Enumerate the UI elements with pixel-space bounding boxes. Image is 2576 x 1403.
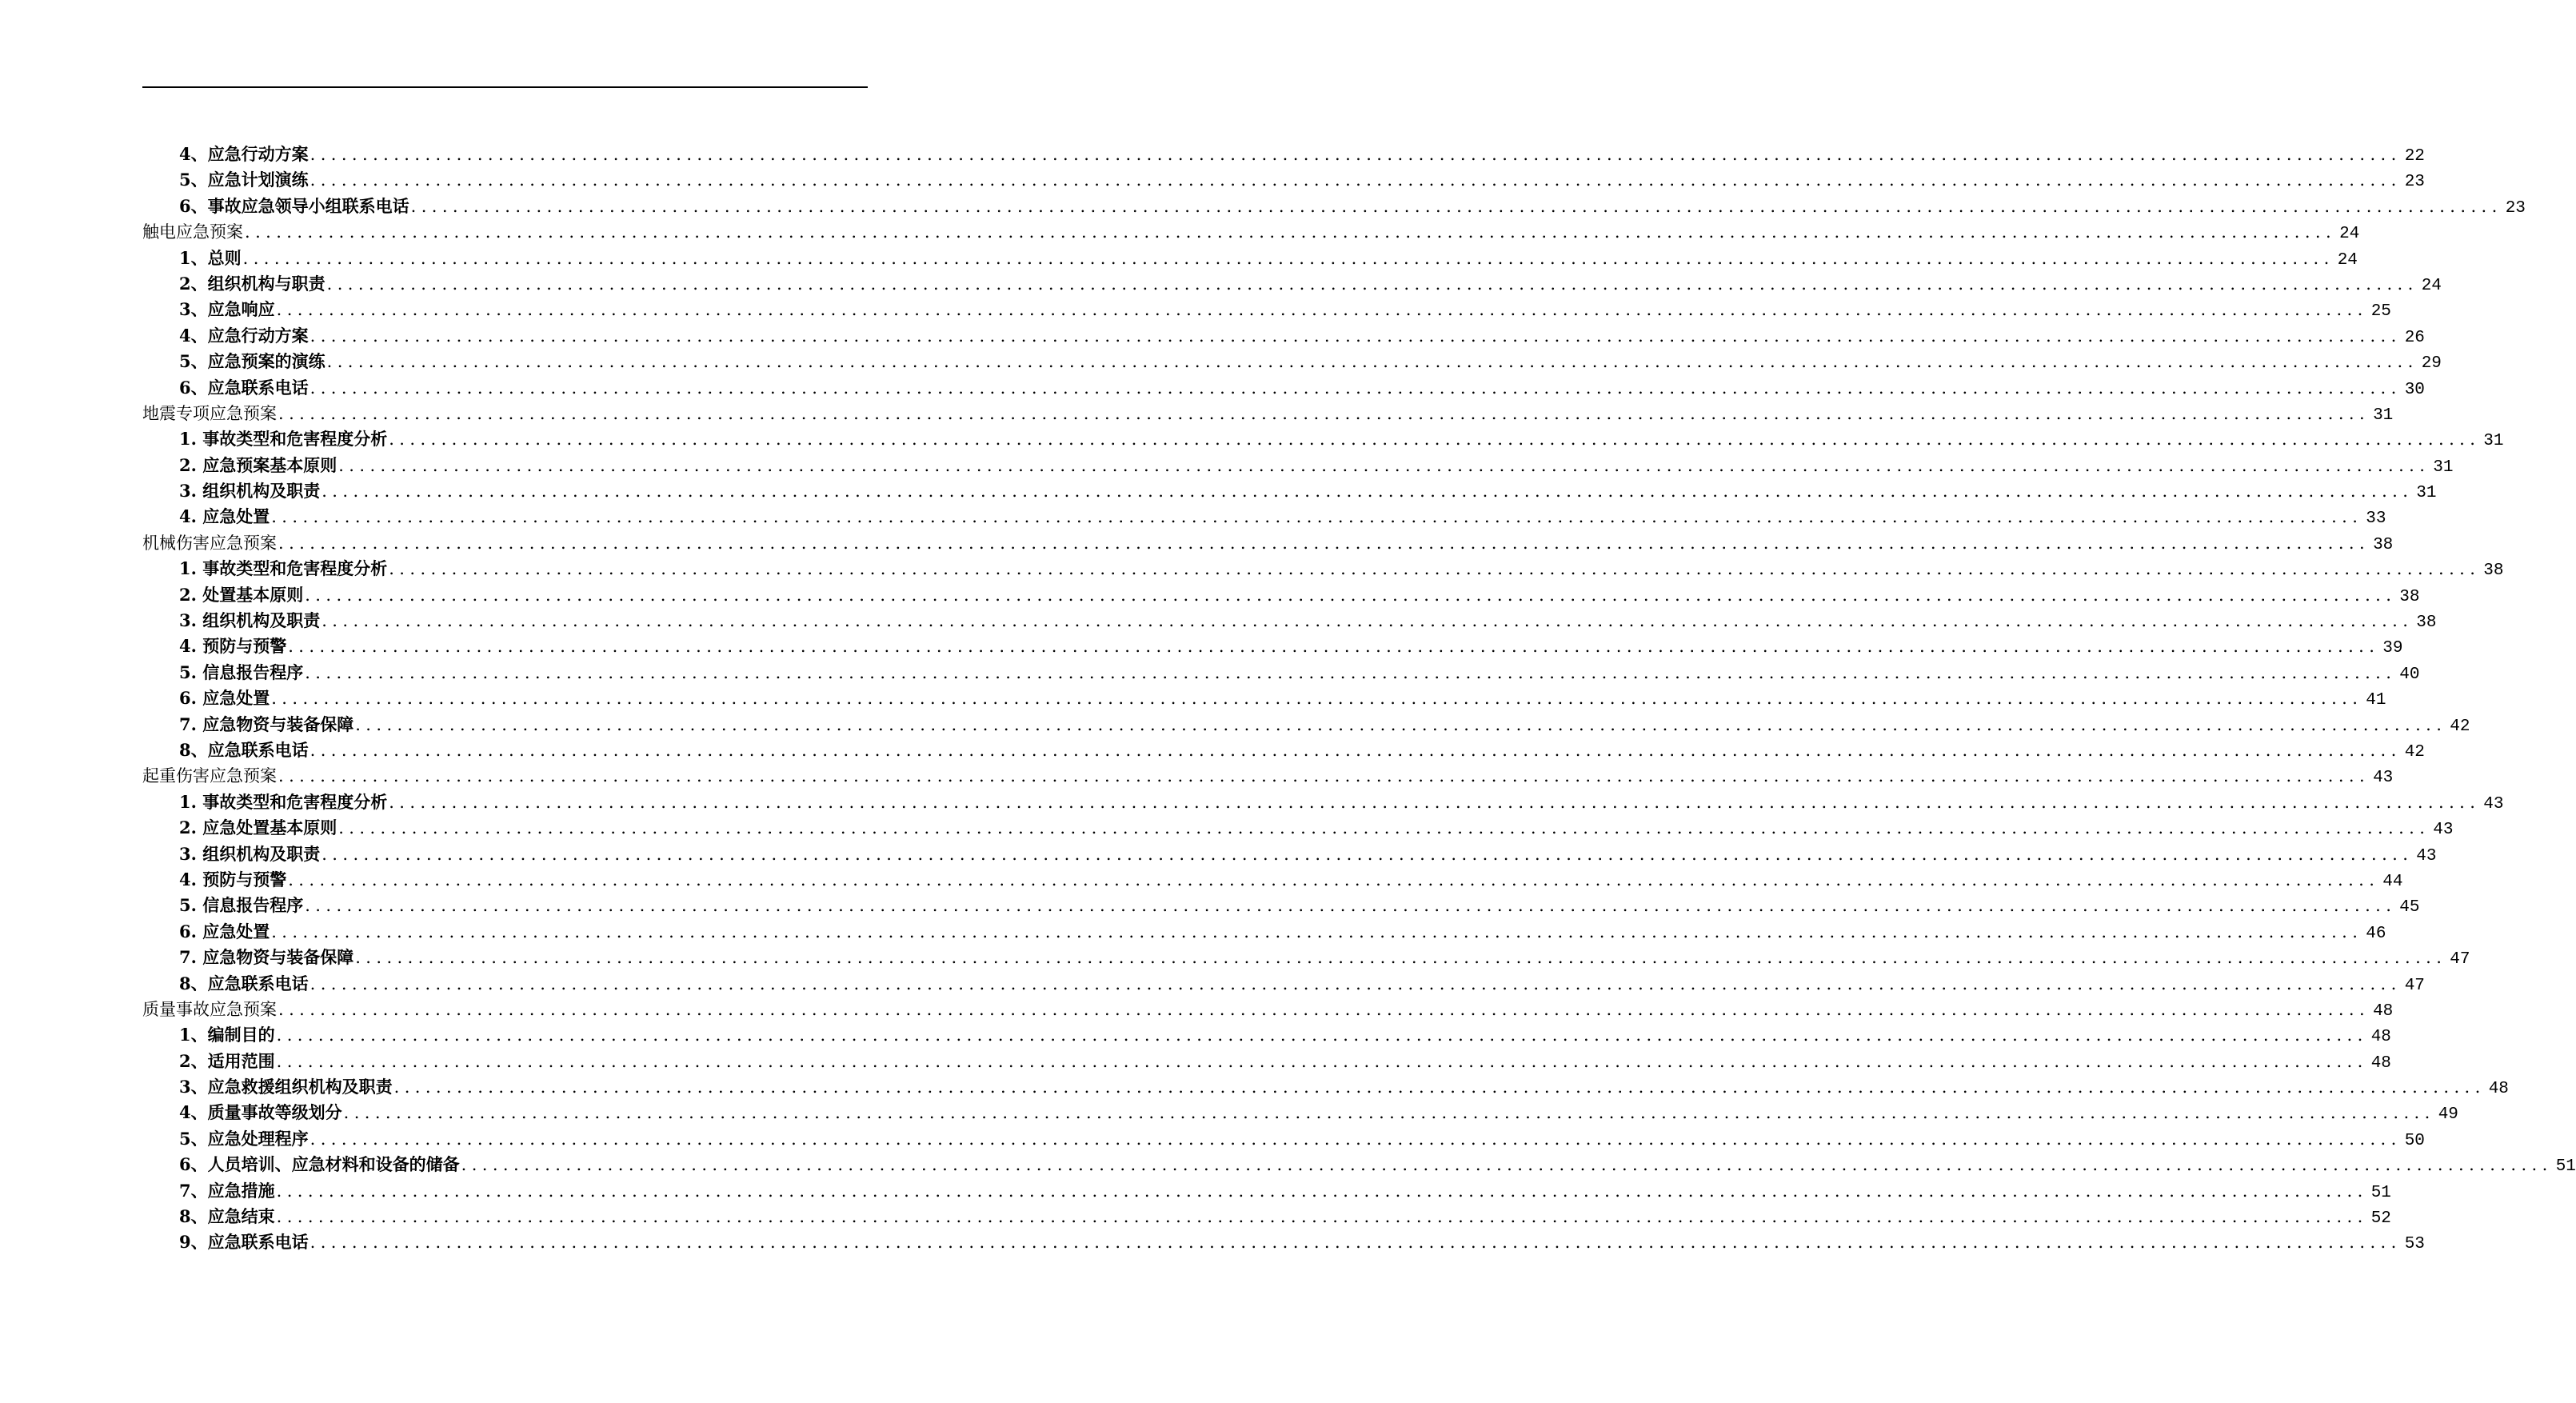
toc-page-number: 52 <box>2370 1209 2391 1229</box>
toc-page-number: 41 <box>2366 691 2386 710</box>
toc-subsection-entry[interactable] <box>142 1178 2391 1204</box>
toc-leader-dots: ........................................................................................................................................................................................................ <box>322 844 2414 864</box>
toc-page-number: 43 <box>2483 794 2504 813</box>
toc-entry-title: 7、应急措施 <box>179 1180 275 1201</box>
toc-subsection-entry[interactable] <box>142 349 2442 374</box>
toc-page-number: 25 <box>2370 302 2391 322</box>
toc-page-number: 42 <box>2404 742 2425 761</box>
toc-page-number: 38 <box>2373 535 2394 554</box>
toc-page-number: 31 <box>2373 406 2394 425</box>
toc-entry-title: 7. 应急物资与装备保障 <box>179 947 354 968</box>
toc-section-entry[interactable] <box>142 401 2394 426</box>
toc-leader-dots: ........................................................................................................................................................................................................ <box>288 869 2380 889</box>
toc-subsection-entry[interactable] <box>142 893 2420 918</box>
toc-leader-dots: ........................................................................................................................................................................................................ <box>271 507 2363 527</box>
toc-leader-dots: ........................................................................................................................................................................................................ <box>245 222 2337 242</box>
toc-entry-title: 9、应急联系电话 <box>179 1232 309 1253</box>
toc-subsection-entry[interactable] <box>142 426 2504 452</box>
toc-entry-title: 2. 应急预案基本原则 <box>179 454 337 475</box>
toc-leader-dots: ........................................................................................................................................................................................................ <box>389 430 2481 450</box>
toc-entry-title: 3、应急响应 <box>179 299 275 320</box>
toc-leader-dots: ........................................................................................................................................................................................................ <box>310 326 2402 346</box>
toc-leader-dots: ........................................................................................................................................................................................................ <box>288 637 2380 657</box>
toc-leader-dots: ........................................................................................................................................................................................................ <box>322 482 2414 502</box>
toc-page-number: 47 <box>2450 950 2470 969</box>
toc-page-number: 38 <box>2483 562 2504 581</box>
toc-leader-dots: ........................................................................................................................................................................................................ <box>410 196 2502 216</box>
toc-entry-title: 1. 事故类型和危害程度分析 <box>179 791 388 812</box>
toc-subsection-entry[interactable] <box>142 919 2386 945</box>
toc-leader-dots: ........................................................................................................................................................................................................ <box>310 740 2402 760</box>
toc-page-number: 48 <box>2370 1053 2391 1073</box>
toc-page-number: 30 <box>2404 380 2425 399</box>
toc-subsection-entry[interactable] <box>142 453 2454 478</box>
toc-section-entry[interactable] <box>142 530 2394 556</box>
toc-leader-dots: ........................................................................................................................................................................................................ <box>461 1155 2553 1175</box>
toc-entry-title: 4、应急行动方案 <box>179 325 309 346</box>
toc-subsection-entry[interactable] <box>142 1049 2391 1074</box>
toc-page-number: 45 <box>2399 898 2420 917</box>
toc-subsection-entry[interactable] <box>142 1229 2425 1255</box>
toc-entry-title: 3. 组织机构及职责 <box>179 481 321 502</box>
toc-leader-dots: ........................................................................................................................................................................................................ <box>310 145 2402 164</box>
toc-page-number: 51 <box>2555 1157 2576 1177</box>
toc-subsection-entry[interactable] <box>142 375 2425 401</box>
toc-entry-title: 5、应急预案的演练 <box>179 351 325 372</box>
toc-leader-dots: ........................................................................................................................................................................................................ <box>276 1025 2368 1045</box>
toc-leader-dots: ........................................................................................................................................................................................................ <box>355 714 2447 734</box>
toc-leader-dots: ........................................................................................................................................................................................................ <box>310 1233 2402 1253</box>
toc-page-number: 33 <box>2366 510 2386 529</box>
toc-leader-dots: ........................................................................................................................................................................................................ <box>305 662 2397 682</box>
toc-entry-title: 8、应急结束 <box>179 1206 275 1227</box>
toc-subsection-entry[interactable] <box>142 1152 2576 1177</box>
toc-page-number: 40 <box>2399 665 2420 684</box>
toc-page-number: 43 <box>2416 846 2437 865</box>
toc-entry-title: 1、编制目的 <box>179 1025 275 1045</box>
toc-page-number: 24 <box>2339 225 2360 244</box>
toc-section-entry[interactable] <box>142 997 2394 1022</box>
toc-leader-dots: ........................................................................................................................................................................................................ <box>271 921 2363 941</box>
toc-section-entry[interactable] <box>142 219 2360 245</box>
toc-entry-title: 起重伤害应急预案 <box>142 766 277 786</box>
toc-subsection-entry[interactable] <box>142 1074 2509 1100</box>
toc-entry-title: 6、人员培训、应急材料和设备的储备 <box>179 1154 460 1175</box>
toc-page-number: 43 <box>2373 769 2394 788</box>
toc-leader-dots: ........................................................................................................................................................................................................ <box>276 1051 2368 1071</box>
toc-entry-title: 5、应急处理程序 <box>179 1128 309 1149</box>
toc-subsection-entry[interactable] <box>142 737 2425 763</box>
toc-entry-title: 3、应急救援组织机构及职责 <box>179 1077 393 1097</box>
toc-leader-dots: ........................................................................................................................................................................................................ <box>278 403 2370 423</box>
toc-entry-title: 2、适用范围 <box>179 1050 275 1071</box>
toc-page-number: 39 <box>2382 639 2403 658</box>
toc-subsection-entry[interactable] <box>142 841 2437 867</box>
toc-entry-title: 触电应急预案 <box>142 222 243 242</box>
toc-subsection-entry[interactable] <box>142 1126 2425 1152</box>
toc-leader-dots: ........................................................................................................................................................................................................ <box>310 170 2402 190</box>
toc-subsection-entry[interactable] <box>142 945 2470 970</box>
toc-page-number: 44 <box>2382 872 2403 891</box>
toc-subsection-entry[interactable] <box>142 712 2470 737</box>
toc-entry-title: 4、质量事故等级划分 <box>179 1102 342 1123</box>
toc-leader-dots: ........................................................................................................................................................................................................ <box>242 248 2334 268</box>
toc-page-number: 47 <box>2404 976 2425 995</box>
toc-entry-title: 4. 预防与预警 <box>179 636 287 657</box>
toc-subsection-entry[interactable] <box>142 323 2425 349</box>
toc-leader-dots: ........................................................................................................................................................................................................ <box>326 352 2418 372</box>
toc-subsection-entry[interactable] <box>142 297 2391 322</box>
table-of-contents <box>142 142 2576 1256</box>
toc-entry-title: 8、应急联系电话 <box>179 739 309 760</box>
toc-entry-title: 3. 组织机构及职责 <box>179 843 321 864</box>
toc-leader-dots: ........................................................................................................................................................................................................ <box>343 1103 2435 1123</box>
toc-subsection-entry[interactable] <box>142 1100 2458 1125</box>
toc-entry-title: 5、应急计划演练 <box>179 170 309 190</box>
toc-leader-dots: ........................................................................................................................................................................................................ <box>389 792 2481 812</box>
toc-leader-dots: ........................................................................................................................................................................................................ <box>389 559 2481 579</box>
toc-entry-title: 3. 组织机构及职责 <box>179 610 321 631</box>
toc-page-number: 46 <box>2366 924 2386 943</box>
toc-entry-title: 8、应急联系电话 <box>179 973 309 993</box>
toc-page-number: 42 <box>2450 717 2470 736</box>
toc-page-number: 29 <box>2421 354 2442 374</box>
toc-page-number: 49 <box>2438 1105 2458 1125</box>
toc-leader-dots: ........................................................................................................................................................................................................ <box>278 766 2370 786</box>
toc-leader-dots: ........................................................................................................................................................................................................ <box>338 455 2430 475</box>
toc-page-number: 24 <box>2421 276 2442 295</box>
toc-subsection-entry[interactable] <box>142 142 2425 167</box>
toc-page-number: 48 <box>2370 1028 2391 1047</box>
toc-leader-dots: ........................................................................................................................................................................................................ <box>305 585 2397 605</box>
toc-page-number: 31 <box>2416 484 2437 503</box>
header-rule <box>142 86 868 88</box>
toc-subsection-entry[interactable] <box>142 167 2425 193</box>
toc-entry-title: 5. 信息报告程序 <box>179 895 304 916</box>
toc-page-number: 31 <box>2483 432 2504 451</box>
toc-page-number: 50 <box>2404 1131 2425 1150</box>
toc-leader-dots: ........................................................................................................................................................................................................ <box>310 378 2402 398</box>
toc-page-number: 51 <box>2370 1183 2391 1202</box>
toc-entry-title: 7. 应急物资与装备保障 <box>179 713 354 734</box>
toc-subsection-entry[interactable] <box>142 867 2403 893</box>
toc-entry-title: 6、应急联系电话 <box>179 377 309 398</box>
toc-leader-dots: ........................................................................................................................................................................................................ <box>322 611 2414 631</box>
toc-page-number: 24 <box>2337 250 2358 270</box>
toc-entry-title: 2. 应急处置基本原则 <box>179 817 337 838</box>
toc-entry-title: 1. 事故类型和危害程度分析 <box>179 558 388 579</box>
toc-subsection-entry[interactable] <box>142 582 2420 608</box>
toc-leader-dots: ........................................................................................................................................................................................................ <box>276 300 2368 320</box>
toc-leader-dots: ........................................................................................................................................................................................................ <box>276 1181 2368 1201</box>
toc-subsection-entry[interactable] <box>142 246 2358 271</box>
toc-leader-dots: ........................................................................................................................................................................................................ <box>326 274 2418 294</box>
toc-entry-title: 6、事故应急领导小组联系电话 <box>179 195 409 216</box>
toc-leader-dots: ........................................................................................................................................................................................................ <box>355 948 2447 968</box>
toc-subsection-entry[interactable] <box>142 634 2403 659</box>
toc-entry-title: 机械伤害应急预案 <box>142 533 277 553</box>
toc-leader-dots: ........................................................................................................................................................................................................ <box>278 533 2370 553</box>
toc-subsection-entry[interactable] <box>142 971 2425 997</box>
toc-page-number: 53 <box>2404 1235 2425 1254</box>
toc-subsection-entry[interactable] <box>142 478 2437 504</box>
toc-page-number: 43 <box>2433 821 2454 840</box>
toc-entry-title: 质量事故应急预案 <box>142 999 277 1019</box>
toc-leader-dots: ........................................................................................................................................................................................................ <box>278 999 2370 1019</box>
toc-leader-dots: ........................................................................................................................................................................................................ <box>393 1077 2486 1097</box>
toc-subsection-entry[interactable] <box>142 271 2442 297</box>
toc-entry-title: 5. 信息报告程序 <box>179 662 304 682</box>
toc-page-number: 48 <box>2488 1080 2509 1099</box>
toc-subsection-entry[interactable] <box>142 1204 2391 1229</box>
toc-leader-dots: ........................................................................................................................................................................................................ <box>338 818 2430 838</box>
toc-entry-title: 4. 预防与预警 <box>179 869 287 889</box>
toc-leader-dots: ........................................................................................................................................................................................................ <box>310 973 2402 993</box>
toc-subsection-entry[interactable] <box>142 194 2526 219</box>
toc-leader-dots: ........................................................................................................................................................................................................ <box>276 1207 2368 1227</box>
toc-page-number: 23 <box>2505 198 2526 218</box>
toc-entry-title: 4、应急行动方案 <box>179 144 309 164</box>
toc-leader-dots: ........................................................................................................................................................................................................ <box>271 689 2363 709</box>
toc-subsection-entry[interactable] <box>142 815 2454 841</box>
toc-entry-title: 2. 处置基本原则 <box>179 584 304 605</box>
toc-page-number: 22 <box>2404 147 2425 166</box>
toc-entry-title: 2、组织机构与职责 <box>179 273 325 294</box>
toc-subsection-entry[interactable] <box>142 660 2420 686</box>
toc-page-number: 26 <box>2404 328 2425 347</box>
toc-leader-dots: ........................................................................................................................................................................................................ <box>310 1129 2402 1149</box>
toc-leader-dots: ........................................................................................................................................................................................................ <box>305 896 2397 916</box>
toc-entry-title: 6. 应急处置 <box>179 688 270 709</box>
toc-subsection-entry[interactable] <box>142 686 2386 711</box>
toc-entry-title: 地震专项应急预案 <box>142 403 277 423</box>
toc-page-number: 38 <box>2416 614 2437 633</box>
toc-subsection-entry[interactable] <box>142 1022 2391 1048</box>
toc-entry-title: 1、总则 <box>179 247 242 268</box>
toc-page-number: 38 <box>2399 587 2420 606</box>
toc-entry-title: 4. 应急处置 <box>179 506 270 527</box>
toc-section-entry[interactable] <box>142 763 2394 789</box>
toc-page-number: 23 <box>2404 173 2425 192</box>
toc-subsection-entry[interactable] <box>142 556 2504 582</box>
toc-page-number: 48 <box>2373 1001 2394 1021</box>
toc-entry-title: 6. 应急处置 <box>179 921 270 941</box>
toc-page-number: 31 <box>2433 458 2454 477</box>
toc-subsection-entry[interactable] <box>142 608 2437 634</box>
toc-subsection-entry[interactable] <box>142 504 2386 530</box>
toc-subsection-entry[interactable] <box>142 789 2504 815</box>
toc-entry-title: 1. 事故类型和危害程度分析 <box>179 429 388 450</box>
